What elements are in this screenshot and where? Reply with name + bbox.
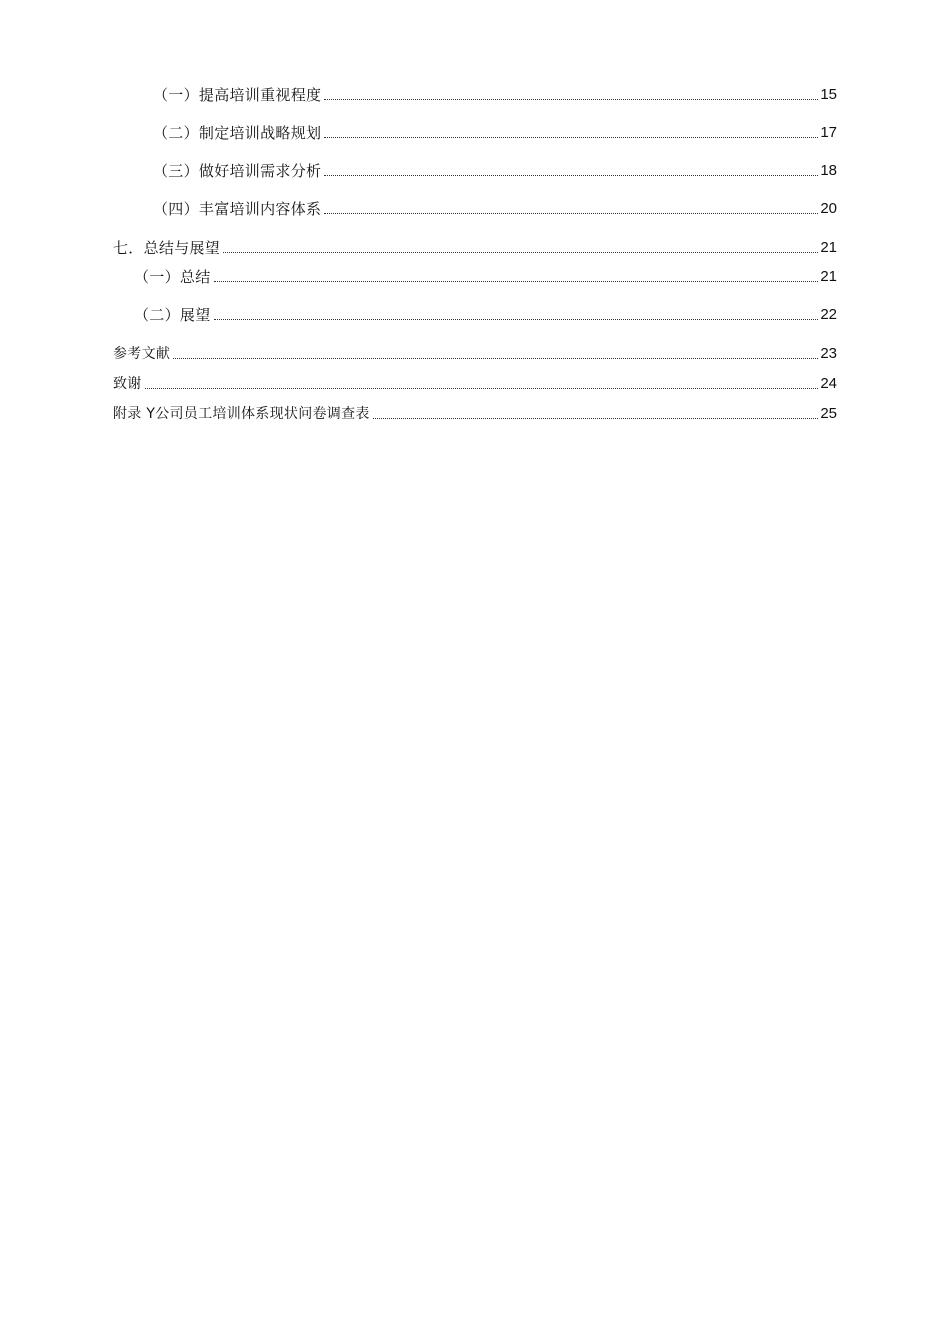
toc-entry[interactable]: [153, 200, 837, 218]
toc-page-number: 17: [820, 124, 837, 141]
toc-page-number: 21: [820, 239, 837, 256]
toc-entry-label: （四）丰富培训内容体系: [153, 200, 322, 218]
toc-entry-label: 附录 Y公司员工培训体系现状问卷调查表: [113, 406, 370, 422]
toc-entry[interactable]: [134, 268, 837, 286]
toc-entry[interactable]: [153, 124, 837, 142]
toc-entry-label: （二）制定培训战略规划: [153, 124, 322, 142]
toc-entry-label: （一）提高培训重视程度: [153, 86, 322, 104]
toc-page-number: 15: [820, 86, 837, 103]
toc-entry-label: 致谢: [113, 376, 142, 392]
toc-page-number: 24: [820, 375, 837, 392]
toc-page-number: 25: [820, 405, 837, 422]
toc-page-number: 20: [820, 200, 837, 217]
dot-leader: [214, 280, 819, 282]
toc-entry-label: （二）展望: [134, 306, 211, 324]
toc-page-number: 18: [820, 162, 837, 179]
toc-page-number: 21: [820, 268, 837, 285]
toc-page-number: 23: [820, 345, 837, 362]
dot-leader: [214, 318, 819, 320]
toc-entry-label: 参考文献: [113, 346, 171, 362]
toc-entry[interactable]: [113, 239, 837, 257]
dot-leader: [173, 357, 818, 359]
dot-leader: [324, 136, 818, 138]
dot-leader: [145, 387, 819, 389]
toc-entry[interactable]: [113, 375, 837, 393]
toc-entry-label: （一）总结: [134, 268, 211, 286]
dot-leader: [324, 174, 818, 176]
toc-page-number: 22: [820, 306, 837, 323]
toc-entry-label: （三）做好培训需求分析: [153, 162, 322, 180]
toc-entry[interactable]: [153, 86, 837, 104]
dot-leader: [324, 98, 818, 100]
toc-entry[interactable]: [113, 405, 837, 423]
toc-entry[interactable]: [113, 345, 837, 363]
toc-entry-label: 七．总结与展望: [113, 239, 221, 257]
toc-entry[interactable]: [153, 162, 837, 180]
dot-leader: [223, 251, 818, 253]
dot-leader: [324, 212, 818, 214]
dot-leader: [373, 417, 819, 419]
toc-entry[interactable]: [134, 306, 837, 324]
